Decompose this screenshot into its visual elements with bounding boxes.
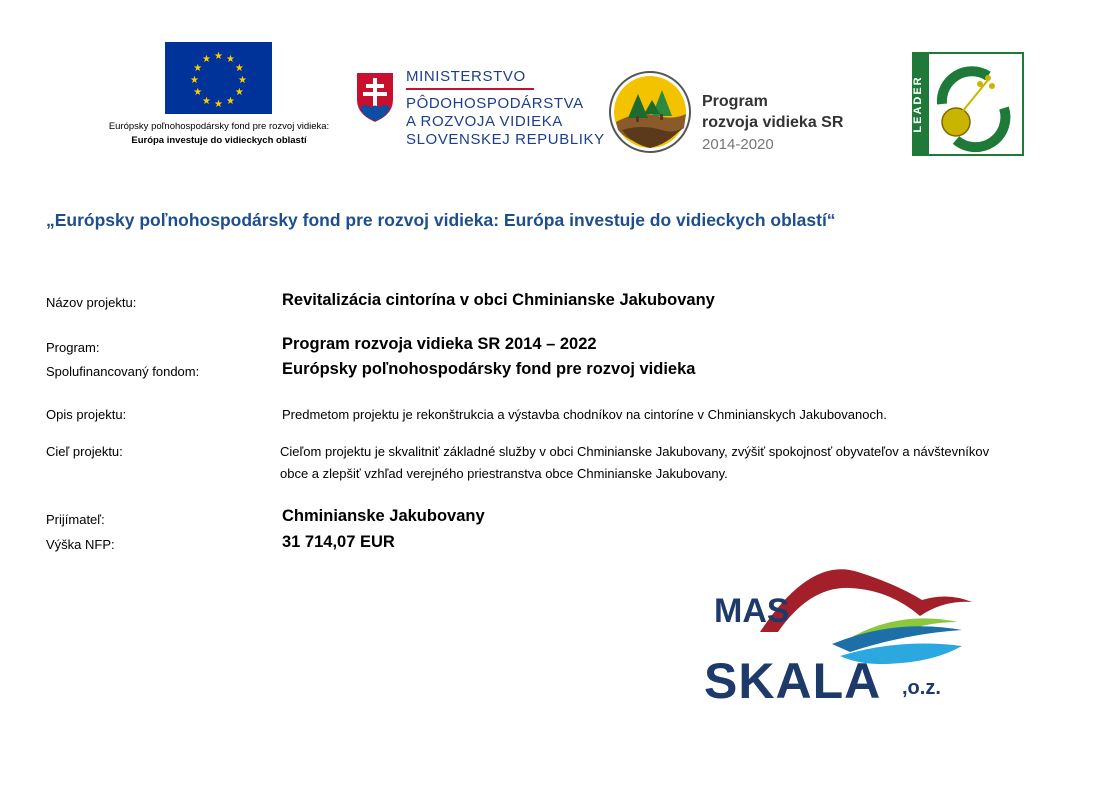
prv-title-line1: Program <box>702 93 768 110</box>
ciel-value-line2: obce a zlepšiť vzhľad verejného priestranstva obce Chminianske Jakubovany. <box>280 466 728 481</box>
svg-text:★: ★ <box>214 51 223 62</box>
svg-text:★: ★ <box>190 75 199 86</box>
svg-text:★: ★ <box>234 63 244 74</box>
svg-text:★: ★ <box>202 54 211 66</box>
svg-text:★: ★ <box>193 87 203 98</box>
svg-text:★: ★ <box>226 95 235 107</box>
opis-label: Opis projektu: <box>46 407 127 422</box>
page-headline: „Európsky poľnohospodársky fond pre rozvoj vidieka: Európa investuje do vidieckych oblastí“ <box>46 210 836 230</box>
opis-value: Predmetom projektu je rekonštrukcia a výstavba chodníkov na cintoríne v Chminianskych Jakubovanoch. <box>282 407 887 422</box>
svg-text:★: ★ <box>202 95 211 107</box>
fond-label: Spolufinancovaný fondom: <box>46 364 200 379</box>
ministry-line2: PÔDOHOSPODÁRSTVA <box>406 95 584 112</box>
svg-text:★: ★ <box>238 75 247 86</box>
ministry-line3: A ROZVOJA VIDIEKA <box>406 113 563 130</box>
program-value: Program rozvoja vidieka SR 2014 – 2022 <box>282 335 597 353</box>
ciel-label: Cieľ projektu: <box>46 444 123 459</box>
nazov-label: Názov projektu: <box>46 295 137 310</box>
ciel-value-line1: Cieľom projektu je skvalitniť základné služby v obci Chminianske Jakubovany, zvýšiť spokojnosť obyvateľov a návštevníkov <box>280 444 990 459</box>
svg-text:★: ★ <box>193 63 203 74</box>
eu-caption-line2: Európa investuje do vidieckych oblastí <box>131 135 307 146</box>
prijimatel-label: Prijímateľ: <box>46 512 105 527</box>
ministry-line1: MINISTERSTVO <box>406 68 526 85</box>
fond-value: Európsky poľnohospodársky fond pre rozvoj vidieka <box>282 360 696 378</box>
ministry-line4: SLOVENSKEJ REPUBLIKY <box>406 131 605 148</box>
prv-landscape-logo-icon <box>608 70 692 154</box>
svg-text:★: ★ <box>234 87 244 98</box>
nfp-value: 31 714,07 EUR <box>282 533 395 551</box>
nazov-value: Revitalizácia cintorína v obci Chminianske Jakubovany <box>282 291 715 309</box>
slovak-coat-of-arms-icon <box>354 70 396 124</box>
mas-skala-logo <box>700 560 990 725</box>
mas-logo-text-skala: SKALA <box>704 653 882 709</box>
mas-logo-text-mas: MAS <box>714 592 790 630</box>
svg-text:LEADER: LEADER <box>912 75 924 133</box>
prijimatel-value: Chminianske Jakubovany <box>282 507 485 525</box>
program-label: Program: <box>46 340 100 355</box>
prv-period: 2014-2020 <box>702 136 774 153</box>
mas-logo-text-suffix: ,o.z. <box>902 677 941 699</box>
eu-stars-icon <box>165 42 272 114</box>
svg-text:★: ★ <box>226 54 235 66</box>
eu-caption-line1: Európsky poľnohospodársky fond pre rozvoj vidieka: <box>108 121 330 132</box>
prv-title-line2: rozvoja vidieka SR <box>702 114 844 131</box>
svg-text:★: ★ <box>214 99 223 110</box>
ministry-divider <box>406 88 534 90</box>
eu-flag-logo <box>165 42 272 114</box>
leader-logo <box>912 52 1024 156</box>
nfp-label: Výška NFP: <box>46 537 115 552</box>
